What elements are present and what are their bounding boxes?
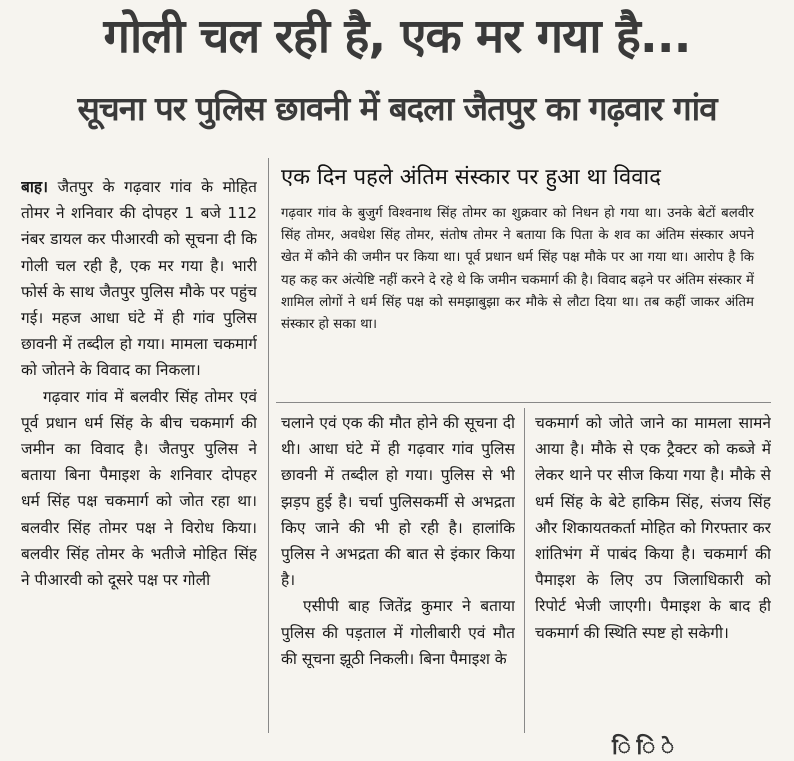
article-column-3 — [535, 410, 771, 734]
headline: गोली चल रही है, एक मर गया है... — [103, 9, 691, 64]
column-divider — [524, 408, 525, 733]
article-column-2 — [281, 410, 515, 734]
paragraph: चकमार्ग को जोते जाने का मामला सामने आया है। मौके से एक ट्रैक्टर को कब्जे में लेकर थाने पर सीज किया गया है। मौके से धर्म सिंह के बेटे हाकिम सिंह, संजय सिंह और शिकायतकर्ता मोहित को गिरफ्तार कर शांतिभंग में पाबंद किया है। चकमार्ग की पैमाइश के लिए उप जिलाधिकारी को रिपोर्ट भेजी जाएगी। पैमाइश के बाद ही चकमार्ग की स्थिति स्पष्ट हो सकेगी। — [535, 414, 771, 642]
box-bottom-rule — [276, 402, 771, 403]
box-heading: एक दिन पहले अंतिम संस्कार पर हुआ था विवाद — [281, 165, 661, 190]
subheadline: सूचना पर पुलिस छावनी में बदला जैतपुर का गढ़वार गांव — [77, 89, 717, 128]
paragraph-text: जैतपुर के गढ़वार गांव के मोहित तोमर ने शनिवार की दोपहर 1 बजे 112 नंबर डायल कर पीआरवी को सूचना दी कि गोली चल रही है, एक मर गया है। भारी फोर्स के साथ जैतपुर पुलिस मौके पर पहुंच गई। महज आधा घंटे में ही गांव पुलिस छावनी में तब्दील हो गया। मामला चकमार्ग को जोतने के विवाद का निकला। — [21, 178, 257, 380]
paragraph: एसीपी बाह जितेंद्र कुमार ने बताया पुलिस की पड़ताल में गोलीबारी एवं मौत की सूचना झूठी निकली। बिना पैमाइश के — [281, 597, 515, 668]
dateline: बाह। — [21, 178, 48, 196]
paragraph: चलाने एवं एक की मौत होने की सूचना दी थी। आधा घंटे में ही गढ़वार गांव पुलिस छावनी में तब्दील हो गया। पुलिस से भी झड़प हुई है। चर्चा पुलिसकर्मी से अभद्रता किए जाने की भी हो रही है। हालांकि पुलिस ने अभद्रता की बात से इंकार किया है। — [281, 414, 515, 590]
paragraph — [21, 174, 257, 384]
cropped-text-fragment: ि ि े — [612, 735, 675, 760]
paragraph: गढ़वार गांव में बलवीर सिंह तोमर एवं पूर्व प्रधान धर्म सिंह के बीच चकमार्ग की जमीन का विवाद है। जैतपुर पुलिस ने बताया बिना पैमाइश के शनिवार दोपहर धर्म सिंह पक्ष चकमार्ग को जोत रहा था। बलवीर सिंह तोमर पक्ष ने विरोध किया। बलवीर सिंह तोमर के भतीजे मोहित सिंह ने पीआरवी को दूसरे पक्ष पर गोली — [21, 387, 257, 590]
article-column-1 — [21, 174, 257, 734]
column-divider — [268, 158, 269, 733]
box-text: गढ़वार गांव के बुजुर्ग विश्वनाथ सिंह तोमर का शुक्रवार को निधन हो गया था। उनके बेटों बलवीर सिंह तोमर, अवधेश सिंह तोमर, संतोष तोमर ने बताया कि पिता के शव का अंतिम संस्कार अपने खेत में कौने की जमीन पर किया था। पूर्व प्रधान धर्म सिंह पक्ष मौके पर आ गया था। आरोप है कि यह कह कर अंत्येष्टि नहीं करने दे रहे थे कि जमीन चकमार्ग की है। विवाद बढ़ने पर अंतिम संस्कार में शामिल लोगों ने धर्म सिंह पक्ष को समझाबुझा कर मौके से लौटा दिया था। तब कहीं जाकर अंतिम संस्कार हो सका था। — [281, 206, 754, 333]
